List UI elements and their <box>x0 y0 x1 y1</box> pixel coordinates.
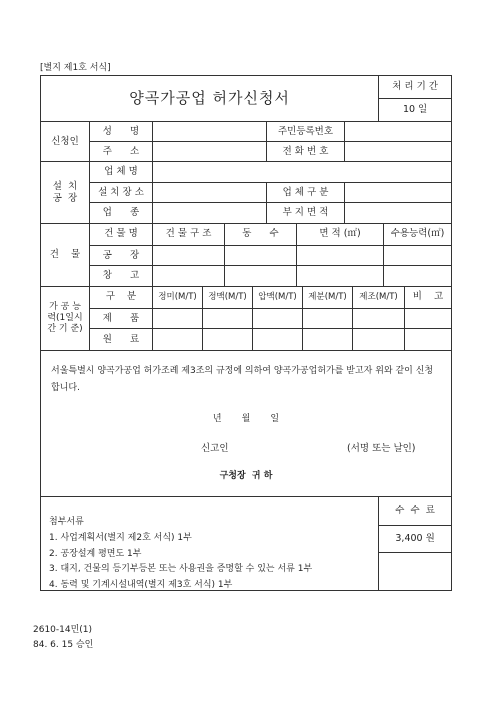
capacity-row-label: 원 료 <box>102 333 140 345</box>
processing-period-label: 처 리 기 간 <box>392 81 438 93</box>
capacity-header: 구 분 <box>105 291 137 303</box>
type-field[interactable] <box>344 183 451 203</box>
capacity-field[interactable] <box>252 329 302 350</box>
building-row-label: 공 장 <box>102 249 140 261</box>
facility-section <box>41 161 451 223</box>
approval-date: 84. 6. 15 승인 <box>33 639 94 650</box>
attachment-item: 1. 사업계획서(별지 제2호 서식) 1부 <box>49 532 192 543</box>
capacity-field[interactable] <box>404 309 451 329</box>
processing-period <box>378 76 451 121</box>
location-label: 설 치 장 소 <box>98 186 144 198</box>
capacity-field[interactable] <box>252 309 302 329</box>
attachments-title: 첨부서류 <box>49 517 84 527</box>
attachment-item: 2. 공장설계 평면도 1부 <box>49 548 142 559</box>
facility-label: 설 치 공 장 <box>52 180 78 204</box>
address-field[interactable] <box>152 142 266 161</box>
building-field[interactable] <box>152 266 224 286</box>
building-label: 건 물 <box>49 249 81 261</box>
capacity-field[interactable] <box>152 329 202 350</box>
land-area-label: 부 지 면 적 <box>266 203 344 223</box>
capacity-label: 가 공 능 력(1일시 간 기 준) <box>47 301 83 335</box>
reg-no-field[interactable] <box>344 122 451 141</box>
date-line: 년 월 일 <box>212 414 280 425</box>
fee-label: 수 수 료 <box>395 505 435 517</box>
application-form <box>40 75 452 591</box>
capacity-header: 제분(M/T) <box>302 287 352 308</box>
building-field[interactable] <box>383 246 451 266</box>
capacity-field[interactable] <box>302 309 352 329</box>
building-field[interactable] <box>224 266 296 286</box>
building-header: 수용능력(㎡) <box>383 224 451 245</box>
statement-text: 서울특별시 양곡가공업 허가조례 제3조의 규정에 의하여 양곡가공업허가를 받고자 위와 같이 신청합니다. <box>51 366 434 394</box>
title-row <box>41 76 451 121</box>
capacity-row-label: 제 품 <box>102 312 140 324</box>
addressee: 구청장 귀 하 <box>219 471 273 482</box>
phone-label: 전 화 번 호 <box>266 142 344 161</box>
form-code: 2610-14민(1) <box>33 625 93 635</box>
capacity-field[interactable] <box>352 329 404 350</box>
capacity-header: 정맥(M/T) <box>202 287 252 308</box>
company-label: 업 체 명 <box>104 165 138 177</box>
attachment-item: 3. 대지, 건물의 등기부등본 또는 사용권을 증명할 수 있는 서류 1부 <box>49 564 313 575</box>
location-field[interactable] <box>152 183 266 203</box>
fee-value: 3,400 원 <box>379 525 451 553</box>
capacity-field[interactable] <box>152 309 202 329</box>
name-label: 성 명 <box>102 125 140 137</box>
building-header: 건 물 구 조 <box>152 224 224 245</box>
type-label: 업 체 구 분 <box>266 183 344 203</box>
signer-label: 신고인 <box>201 443 229 455</box>
capacity-field[interactable] <box>404 329 451 350</box>
reg-no-label: 주민등록번호 <box>266 122 344 141</box>
land-area-field[interactable] <box>344 203 451 223</box>
processing-period-value: 10 일 <box>379 98 451 120</box>
capacity-header: 압맥(M/T) <box>252 287 302 308</box>
phone-field[interactable] <box>344 142 451 161</box>
capacity-field[interactable] <box>202 309 252 329</box>
name-field[interactable] <box>152 122 266 141</box>
footer <box>33 623 93 653</box>
applicant-section <box>41 121 451 161</box>
building-row-label: 창 고 <box>102 270 140 282</box>
capacity-header: 비 고 <box>404 287 451 308</box>
sign-note: (서명 또는 날인) <box>347 443 416 455</box>
building-field[interactable] <box>224 246 296 266</box>
address-label: 주 소 <box>102 145 140 157</box>
form-title: 양곡가공업 허가신청서 <box>129 89 290 108</box>
capacity-field[interactable] <box>202 329 252 350</box>
building-field[interactable] <box>296 266 383 286</box>
building-header: 동 수 <box>224 224 296 245</box>
attachments-section <box>41 496 451 590</box>
fee-box <box>378 497 451 590</box>
applicant-label: 신청인 <box>51 135 79 147</box>
business-field[interactable] <box>152 203 266 223</box>
building-header: 건 물 명 <box>104 228 138 240</box>
building-section <box>41 223 451 286</box>
attachment-item: 4. 동력 및 기계시설내역(별지 제3호 서식) 1부 <box>49 580 233 590</box>
capacity-field[interactable] <box>302 329 352 350</box>
attachments-list <box>41 497 378 590</box>
building-field[interactable] <box>296 246 383 266</box>
statement-section <box>41 350 451 496</box>
capacity-section <box>41 286 451 350</box>
building-header: 면 적 (㎡) <box>296 224 383 245</box>
capacity-header: 정미(M/T) <box>152 287 202 308</box>
business-label: 업 종 <box>102 207 140 219</box>
building-field[interactable] <box>383 266 451 286</box>
capacity-header: 제조(M/T) <box>352 287 404 308</box>
form-reference: [별지 제1호 서식] <box>40 63 111 73</box>
building-field[interactable] <box>152 246 224 266</box>
capacity-field[interactable] <box>352 309 404 329</box>
company-field[interactable] <box>152 162 451 182</box>
